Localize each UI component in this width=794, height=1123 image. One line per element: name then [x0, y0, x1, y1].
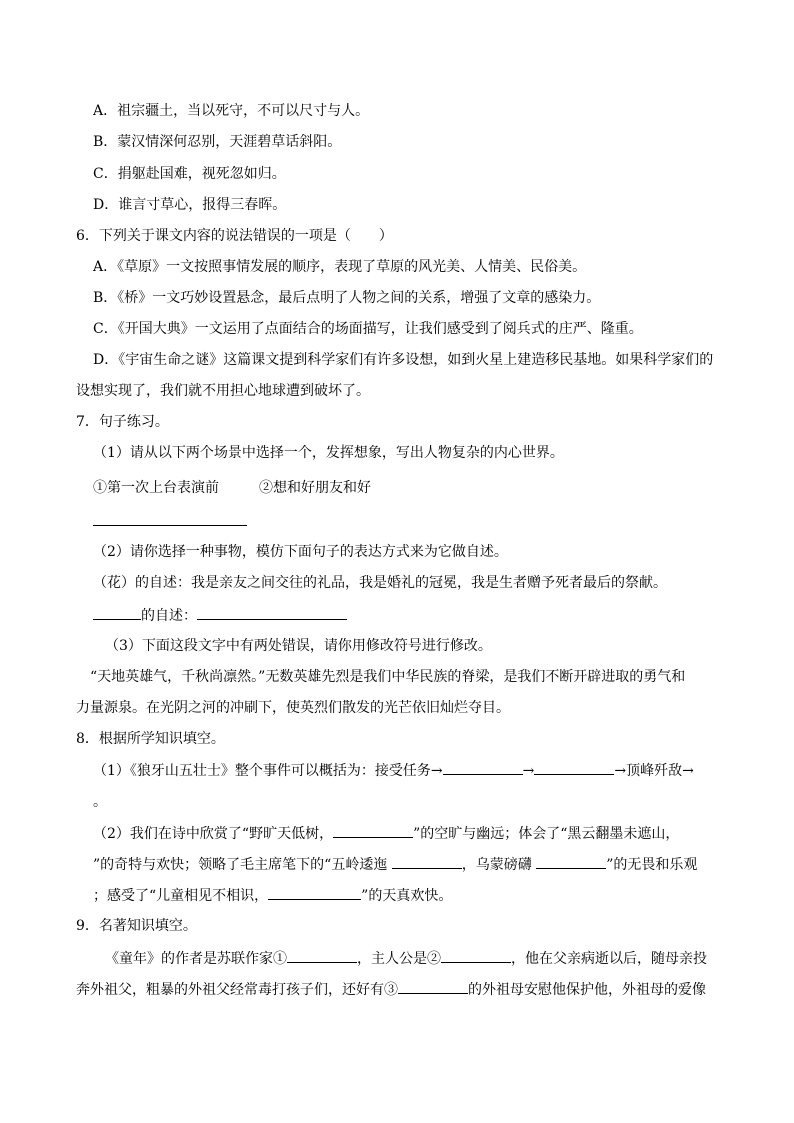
- q8-part2-line3: ；感受了“儿童相见不相识， ”的天真欢快。: [93, 885, 452, 906]
- q7-scene-1: ①第一次上台表演前: [93, 480, 219, 496]
- q9-blank-3[interactable]: [398, 979, 468, 994]
- q8-part2-line2: ”的奇特与欢快；领略了毛主席笔下的“五岭逶迤 ，乌蒙磅礴 ”的无畏和乐观: [93, 854, 697, 875]
- q8-part2-line1: （2）我们在诗中欣赏了“野旷天低树， ”的空旷与幽远；体会了“黑云翻墨未遮山，: [93, 823, 679, 844]
- q9-line1: 《童年》的作者是苏联作家① ，主人公是② ，他在父亲病逝以后，随母亲投: [105, 948, 707, 969]
- q9-blank-1[interactable]: [287, 948, 357, 963]
- q8-blank-2[interactable]: [534, 760, 614, 775]
- q7-example: （花）的自述：我是亲友之间交往的礼品，我是婚礼的冠冕，我是生者赠予死者最后的祭献。: [93, 575, 667, 591]
- q7-paragraph-line1: “天地英雄气，千秋尚凛然。”无数英雄先烈是我们中华民族的脊梁，是我们不断开辟进取的勇气和: [90, 669, 686, 685]
- q9-blank-2[interactable]: [441, 948, 511, 963]
- q6-option-d-line2: 设想实现了，我们就不用担心地球遭到破坏了。: [76, 383, 370, 399]
- q7-paragraph-line2: 力量源泉。在光阴之河的冲刷下，使英烈们散发的光芒依旧灿烂夺目。: [76, 700, 510, 716]
- q5-option-b: B．蒙汉情深何忍别，天涯碧草话斜阳。: [93, 134, 342, 150]
- q5-option-a: A．祖宗疆土，当以死守，不可以尺寸与人。: [93, 103, 370, 119]
- q7-part2: （2）请你选择一种事物，模仿下面句子的表达方式来为它做自述。: [93, 544, 508, 560]
- q9-stem: 9．名著知识填空。: [76, 918, 197, 934]
- q8-blank-6[interactable]: [268, 885, 361, 900]
- q5-option-c: C．捐躯赴国难，视死忽如归。: [93, 166, 286, 182]
- q8-part1-end: 。: [93, 794, 107, 810]
- q8-part1: （1）《狼牙山五壮士》整个事件可以概括为：接受任务→ → →顶峰歼敌→: [93, 760, 694, 781]
- q5-option-d: D．谁言寸草心，报得三春晖。: [93, 197, 287, 213]
- q8-stem: 8．根据所学知识填空。: [76, 731, 225, 747]
- q8-blank-4[interactable]: [392, 854, 462, 869]
- q7-part3: （3）下面这段文字中有两处错误，请你用修改符号进行修改。: [105, 638, 492, 654]
- q8-blank-5[interactable]: [536, 854, 606, 869]
- q7-fill-suffix: 的自述：: [141, 608, 197, 624]
- q8-blank-1[interactable]: [443, 760, 523, 775]
- q6-option-a: A．《草原》一文按照事情发展的顺序，表现了草原的风光美、人情美、民俗美。: [93, 259, 587, 275]
- q7-thing-blank[interactable]: [93, 605, 141, 620]
- q6-stem: 6．下列关于课文内容的说法错误的一项是（ ）: [76, 228, 393, 244]
- q7-answer-blank-1[interactable]: [93, 525, 247, 526]
- q8-blank-3[interactable]: [333, 823, 413, 838]
- q7-scenes: [93, 478, 371, 498]
- q9-line2: 奔外祖父，粗暴的外祖父经常毒打孩子们，还好有③ 的外祖母安慰他保护他，外祖母的爱像: [76, 979, 706, 1000]
- q7-stem: 7．句子练习。: [76, 414, 169, 430]
- q7-part1: （1）请从以下两个场景中选择一个，发挥想象，写出人物复杂的内心世界。: [93, 445, 564, 461]
- q6-option-c: C．《开国大典》一文运用了点面结合的场面描写，让我们感受到了阅兵式的庄严、隆重。: [93, 321, 643, 337]
- q6-option-d-line1: D．《宇宙生命之谜》这篇课文提到科学家们有许多设想，如到火星上建造移民基地。如果科学家们的: [93, 352, 714, 368]
- q7-self-description-blank[interactable]: [197, 605, 347, 620]
- q7-fill-line: [93, 605, 347, 626]
- q7-scene-2: ②想和好朋友和好: [259, 480, 371, 496]
- q6-option-b: B．《桥》一文巧妙设置悬念，最后点明了人物之间的关系，增强了文章的感染力。: [93, 290, 601, 306]
